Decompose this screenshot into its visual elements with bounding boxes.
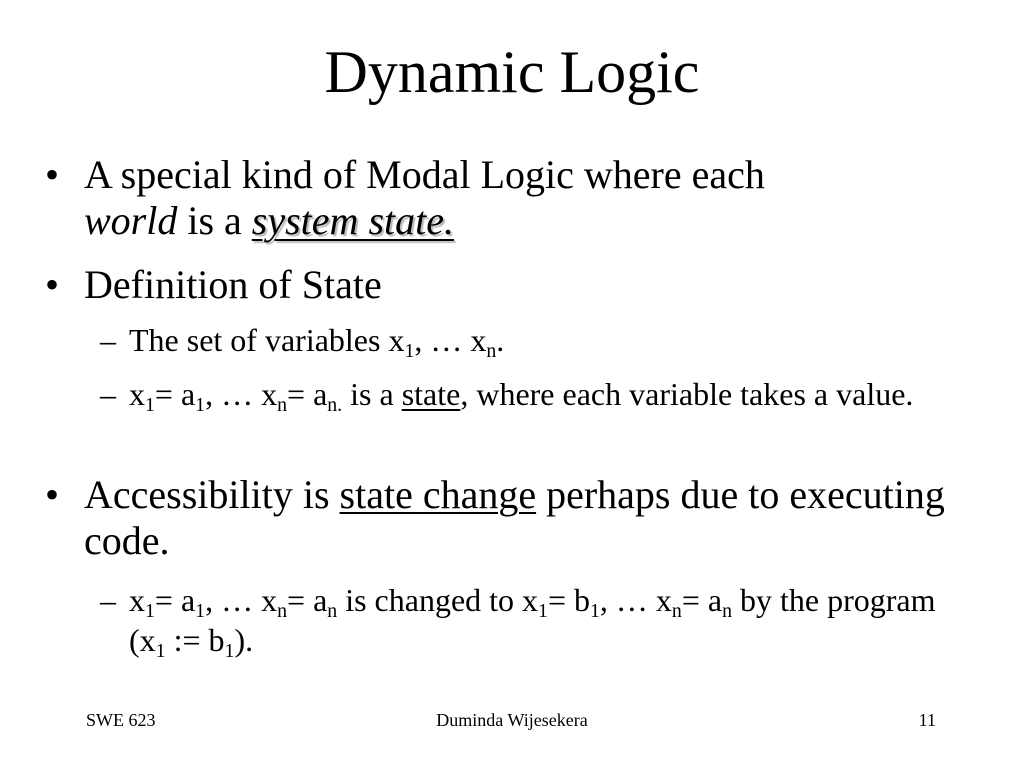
- subbullet-marker: –: [100, 376, 116, 412]
- bullet-text: Definition of State: [84, 262, 382, 307]
- bullet-text: A special kind of Modal Logic where each world is a system state.: [84, 152, 765, 243]
- state-term: state: [401, 376, 461, 412]
- bullet-definition-of-state: [45, 262, 945, 308]
- subbullet-marker: –: [100, 322, 116, 358]
- subbullet-marker: –: [100, 582, 116, 618]
- bullet-marker: •: [45, 152, 60, 197]
- footer-page-number: 11: [918, 710, 936, 730]
- slide-title: Dynamic Logic: [324, 39, 700, 105]
- bullet-marker: •: [45, 262, 60, 307]
- bullet-marker: •: [45, 472, 60, 517]
- bullet-accessibility: [45, 472, 945, 564]
- subbullet-text: The set of variables $x_1$, … $x_n$.: [129, 322, 505, 363]
- bullet-text: Accessibility is state change perhaps due to executing code.: [84, 472, 945, 563]
- subbullet-set-of-variables: [100, 320, 940, 363]
- subbullet-state-assignment: [100, 374, 940, 417]
- subbullet-state-changed: [100, 580, 940, 663]
- state-change-term: state change: [339, 472, 537, 517]
- bullet-special-kind: [45, 152, 945, 244]
- footer-author: Duminda Wijesekera: [436, 710, 588, 730]
- world-term: world: [84, 198, 178, 243]
- subbullet-text: $x_1= a_1$, … $x_n= a_{n.}$ is a state, where each variable takes a value.: [129, 376, 914, 417]
- system-state-term: system state.: [251, 198, 454, 243]
- subbullet-text: $x_1= a_1$, … $x_n= a_n$ is changed to $x_1= b_1$, … $x_n= a_n$ by the program ($x_1$ := $b_1$).: [129, 582, 936, 663]
- footer-course: SWE 623: [86, 710, 156, 730]
